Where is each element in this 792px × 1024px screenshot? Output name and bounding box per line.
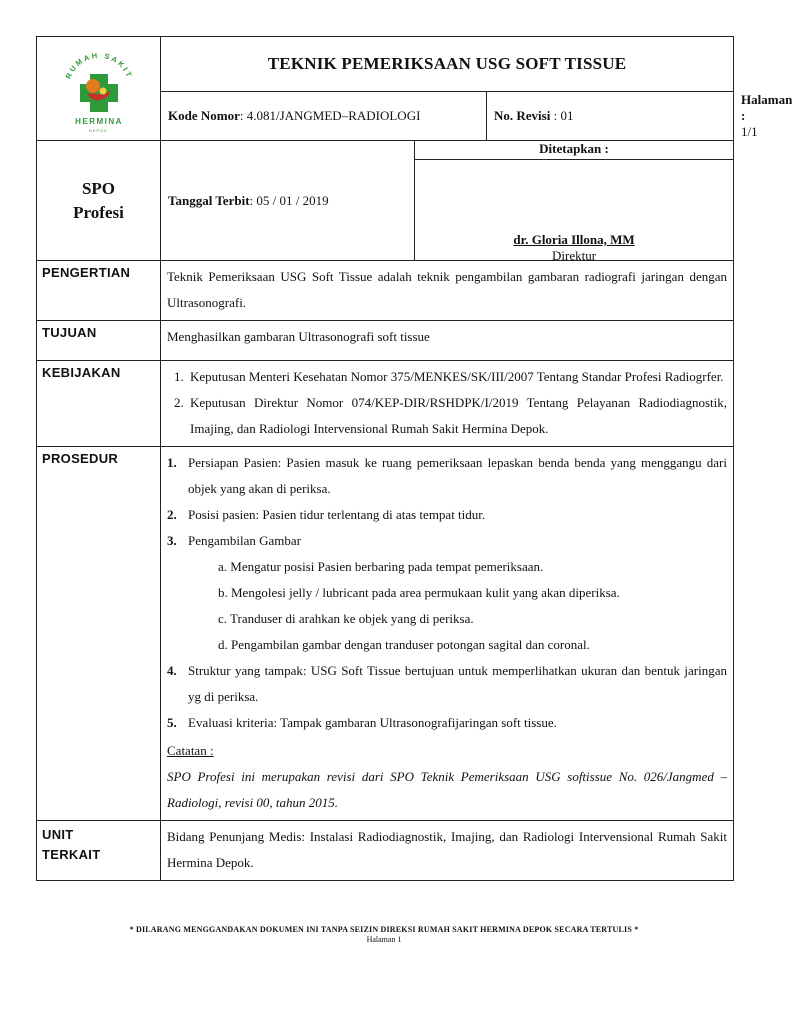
- signer-name: dr. Gloria Illona, MM: [513, 232, 635, 247]
- substeps: [188, 554, 727, 658]
- kebijakan-list: [167, 364, 727, 442]
- signature-block: [415, 160, 734, 261]
- kode-nomor: Kode Nomor: 4.081/JANGMED–RADIOLOGI: [161, 92, 487, 141]
- list-item: 2. Keputusan Direktur Nomor 074/KEP-DIR/RSHDPK/I/2019 Tentang Pelayanan Radiodiagnostik, Imajing, dan Radiologi Intervensional Rumah Sakit Hermina Depok.: [187, 390, 727, 442]
- spo-document: [36, 36, 792, 881]
- catatan-label: Catatan :: [167, 743, 214, 758]
- logo-cross: [80, 74, 118, 112]
- row-unit-terkait: [37, 821, 734, 881]
- list-item: b. Mengolesi jelly / lubricant pada area permukaan kulit yang akan diperiksa.: [218, 585, 620, 600]
- spo-type: SPO Profesi: [37, 141, 161, 261]
- ditetapkan-label: Ditetapkan :: [415, 141, 734, 160]
- list-item: 4. Struktur yang tampak: USG Soft Tissue bertujuan untuk memperlihatkan ukuran dan bentuk jaringan yg di periksa.: [167, 663, 727, 704]
- footer-warning: * DILARANG MENGGANDAKAN DOKUMEN INI TANPA SEIZIN DIREKSI RUMAH SAKIT HERMINA DEPOK SECARA TERTULIS *: [129, 925, 639, 934]
- list-item: 3. Pengambilan Gambar a. Mengatur posisi Pasien berbaring pada tempat pemeriksaan. b. Mengolesi jelly / lubricant pada area permukaan kulit yang akan diperiksa. c. Tranduser di arahkan ke objek yang di periksa. d. Pengambilan gambar dengan tranduser potongan sagital dan coronal.: [167, 528, 727, 658]
- footer: [0, 925, 768, 944]
- pengertian-label: PENGERTIAN: [37, 261, 161, 321]
- list-item: 1. Keputusan Menteri Kesehatan Nomor 375/MENKES/SK/III/2007 Tentang Standar Profesi Radiogrfer.: [187, 364, 727, 390]
- tujuan-text: Menghasilkan gambaran Ultrasonografi soft tissue: [161, 321, 734, 361]
- list-item: a. Mengatur posisi Pasien berbaring pada tempat pemeriksaan.: [218, 559, 544, 574]
- kebijakan-list-cell: [161, 361, 734, 447]
- row-pengertian: [37, 261, 734, 321]
- pengertian-text: Teknik Pemeriksaan USG Soft Tissue adalah teknik pengambilan gambaran radiografi jaringan dengan Ultrasonografi.: [161, 261, 734, 321]
- tanggal-terbit: Tanggal Terbit: 05 / 01 / 2019: [161, 141, 415, 261]
- logo-subtext: DEPOK: [88, 128, 108, 133]
- list-item: 2. Posisi pasien: Pasien tidur terlentang di atas tempat tidur.: [167, 507, 486, 522]
- header-table: RUMAH SAKIT HERMINA DEPOK TEKNIK PEMERIKSAAN USG SOFT TISSUE Kode Nomor: 4.081/JANGMED–RADIOLOGI No. Revisi : 01 Halaman : 1/1 SPO Profesi Tanggal Terbit: 05 / 01 / 2019 Ditetapkan : dr. Gloria Illona, MM Direktur: [36, 36, 734, 261]
- prosedur-label: PROSEDUR: [37, 447, 161, 821]
- logo-cell: [37, 37, 161, 141]
- page-number: Halaman 1: [366, 935, 402, 944]
- row-prosedur: [37, 447, 734, 821]
- content-table: [36, 260, 734, 881]
- tujuan-label: TUJUAN: [37, 321, 161, 361]
- catatan-text: SPO Profesi ini merupakan revisi dari SPO Teknik Pemeriksaan USG softissue No. 026/Jangmed – Radiologi, revisi 00, tahun 2015.: [167, 769, 727, 810]
- no-revisi: No. Revisi : 01: [487, 92, 734, 141]
- prosedur-cell: [161, 447, 734, 821]
- row-kebijakan: [37, 361, 734, 447]
- svg-text:RUMAH SAKIT: RUMAH SAKIT: [63, 50, 134, 81]
- hermina-logo: [57, 44, 141, 128]
- list-item: d. Pengambilan gambar dengan tranduser potongan sagital dan coronal.: [218, 637, 590, 652]
- signer-role: Direktur: [552, 248, 597, 263]
- prosedur-steps: [167, 450, 727, 736]
- kebijakan-label: KEBIJAKAN: [37, 361, 161, 447]
- unit-terkait-text: Bidang Penunjang Medis: Instalasi Radiodiagnostik, Imajing, dan Radiologi Intervensional Rumah Sakit Hermina Depok.: [161, 821, 734, 881]
- list-item: 1. Persiapan Pasien: Pasien masuk ke ruang pemeriksaan lepaskan benda benda yang menggangu dari objek yang akan di periksa.: [167, 455, 727, 496]
- row-tujuan: [37, 321, 734, 361]
- list-item: 5. Evaluasi kriteria: Tampak gambaran Ultrasonografijaringan soft tissue.: [167, 715, 557, 730]
- unit-terkait-label: UNIT TERKAIT: [37, 821, 161, 881]
- document-title: TEKNIK PEMERIKSAAN USG SOFT TISSUE: [161, 37, 734, 92]
- svg-text:HERMINA: HERMINA: [74, 117, 123, 126]
- list-item: c. Tranduser di arahkan ke objek yang di periksa.: [218, 611, 474, 626]
